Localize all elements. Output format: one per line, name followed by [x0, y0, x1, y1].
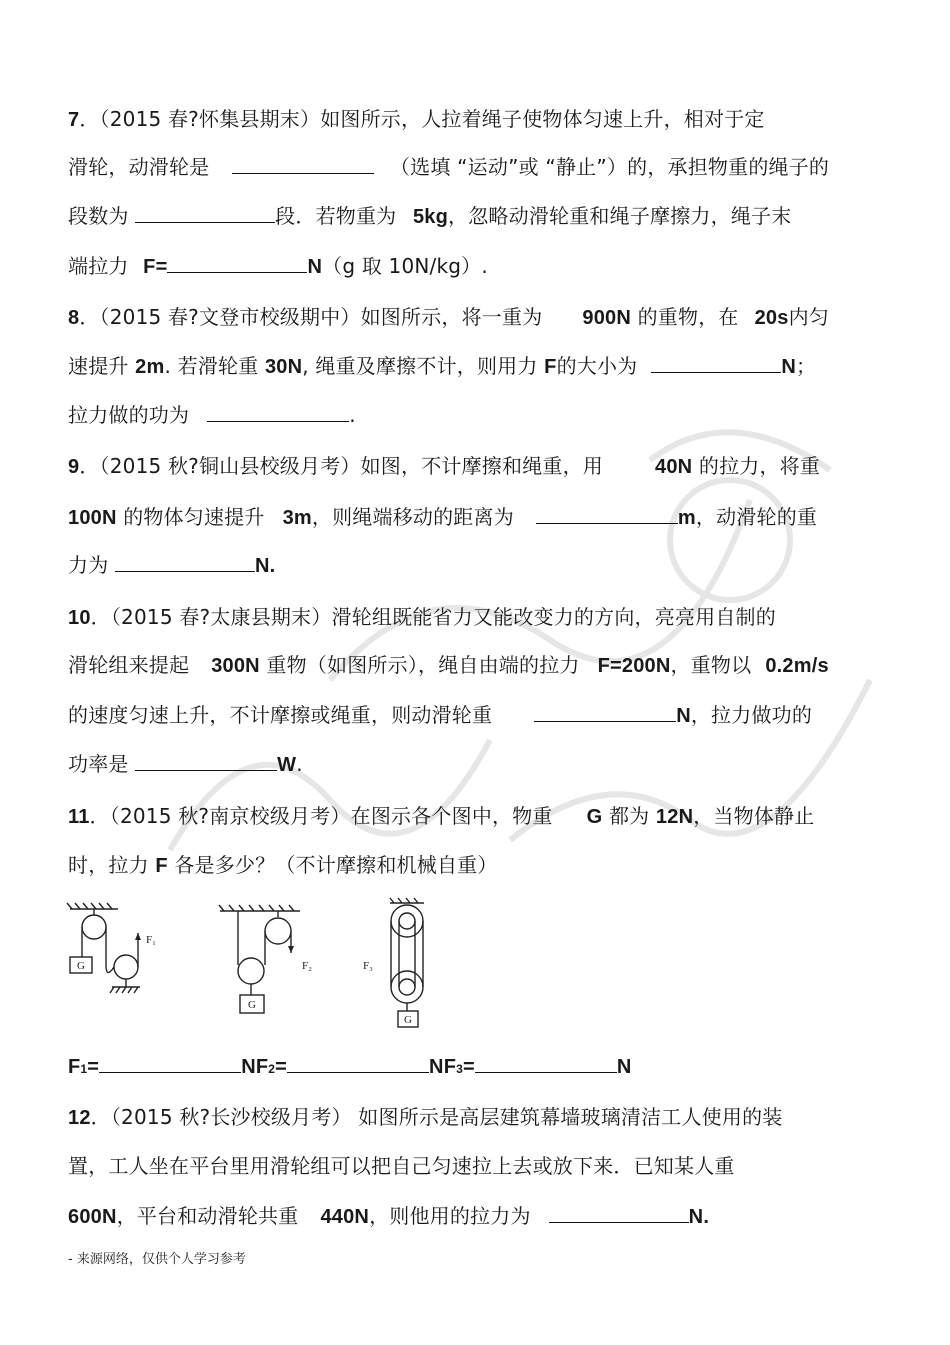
q12-line-3: 600N，平台和动滑轮共重 440N，则他用的拉力为 N. — [68, 1204, 710, 1228]
q7-answer-blank-2[interactable] — [135, 202, 275, 223]
q9-line-2: 100N 的物体匀速提升 3m，则绳端移动的距离为 m，动滑轮的重 — [68, 505, 818, 529]
fixed-pulley-2 — [265, 918, 291, 944]
q12-number: 12 — [68, 1107, 91, 1129]
q11-answer-line: F1= NF2= NF3= N — [68, 1052, 632, 1083]
fixed-pulley-3 — [391, 905, 423, 937]
q11-answer-f2[interactable] — [287, 1052, 429, 1073]
label-g3: G — [404, 1014, 412, 1026]
fixed-pulley-1 — [82, 915, 106, 939]
q8-line-2: 速提升 2m. 若滑轮重 30N, 绳重及摩擦不计，则用力 F的大小为 N； — [68, 354, 817, 378]
pulley-figure-2 — [219, 905, 300, 1013]
q11-line-1: 11．（2015 秋?南京校级月考）在图示各个图中，物重 G 都为 12N，当物体静止 — [68, 804, 815, 828]
q8-line-1: 8．（2015 春?文登市校级期中）如图所示，将一重为 900N 的重物，在 20s内匀 — [68, 305, 829, 329]
q8-line-3: 拉力做的功为 . — [68, 403, 356, 427]
q8-answer-blank-2[interactable] — [207, 401, 349, 422]
page-footer: - 来源网络，仅供个人学习参考 — [68, 1252, 246, 1267]
q7-line-1: 7．（2015 春?怀集县期末）如图所示，人拉着绳子使物体匀速上升，相对于定 — [68, 107, 765, 131]
q10-number: 10 — [68, 607, 91, 629]
q9-answer-blank-1[interactable] — [536, 503, 678, 524]
label-f1: F₁ — [146, 934, 156, 946]
movable-pulley-1 — [114, 955, 138, 979]
q11-answer-f1[interactable] — [99, 1052, 241, 1073]
q11-line-2: 时，拉力 F 各是多少？（不计摩擦和机械自重） — [68, 853, 498, 877]
q9-answer-blank-2[interactable] — [115, 551, 255, 572]
q10-line-4: 功率是 W. — [68, 752, 303, 776]
label-f3: F₃ — [363, 960, 373, 972]
label-f2: F₂ — [302, 960, 312, 972]
q10-line-1: 10．（2015 春?太康县期末）滑轮组既能省力又能改变力的方向，亮亮用自制的 — [68, 605, 776, 629]
pulley-figures — [60, 895, 460, 1035]
q12-line-2: 置，工人坐在平台里用滑轮组可以把自己匀速拉上去或放下来．已知某人重 — [68, 1154, 735, 1178]
movable-pulley-3 — [391, 971, 423, 1003]
q10-line-2: 滑轮组来提起 300N 重物（如图所示），绳自由端的拉力 F=200N，重物以 0.2m/s — [68, 653, 829, 677]
pulley-figure-3 — [390, 898, 424, 1027]
q7-text: （2015 春?怀集县期末）如图所示，人拉着绳子使物体匀速上升，相对于定 — [99, 107, 765, 131]
q9-line-3: 力为 N. — [68, 553, 276, 577]
q11-number: 11 — [68, 806, 90, 828]
label-g2: G — [248, 999, 256, 1011]
q7-answer-blank-1[interactable] — [232, 153, 374, 174]
q12-answer-blank[interactable] — [549, 1202, 689, 1223]
q10-answer-blank-1[interactable] — [534, 701, 676, 722]
q7-number: 7 — [68, 109, 80, 131]
q9-number: 9 — [68, 456, 80, 478]
q10-answer-blank-2[interactable] — [135, 750, 277, 771]
label-g1: G — [77, 960, 85, 972]
q10-line-3: 的速度匀速上升，不计摩擦或绳重，则动滑轮重 N，拉力做功的 — [68, 703, 813, 727]
q7-line-4: 端拉力 F= N（g 取 10N/kg）. — [68, 254, 488, 278]
movable-pulley-2 — [238, 958, 264, 984]
q7-line-3: 段数为 段．若物重为 5kg，忽略动滑轮重和绳子摩擦力，绳子末 — [68, 204, 792, 228]
q7-answer-blank-3[interactable] — [167, 252, 307, 273]
q8-number: 8 — [68, 307, 80, 329]
q9-line-1: 9．（2015 秋?铜山县校级月考）如图，不计摩擦和绳重，用 40N 的拉力，将重 — [68, 454, 821, 478]
pulley-figure-1 — [67, 903, 140, 993]
q11-answer-f3[interactable] — [475, 1052, 617, 1073]
q8-answer-blank-1[interactable] — [651, 352, 781, 373]
q7-line-2: 滑轮，动滑轮是 （选填 “运动”或 “静止”）的，承担物重的绳子的 — [68, 155, 830, 179]
q12-line-1: 12．（2015 秋?长沙校级月考） 如图所示是高层建筑幕墙玻璃清洁工人使用的装 — [68, 1105, 783, 1129]
